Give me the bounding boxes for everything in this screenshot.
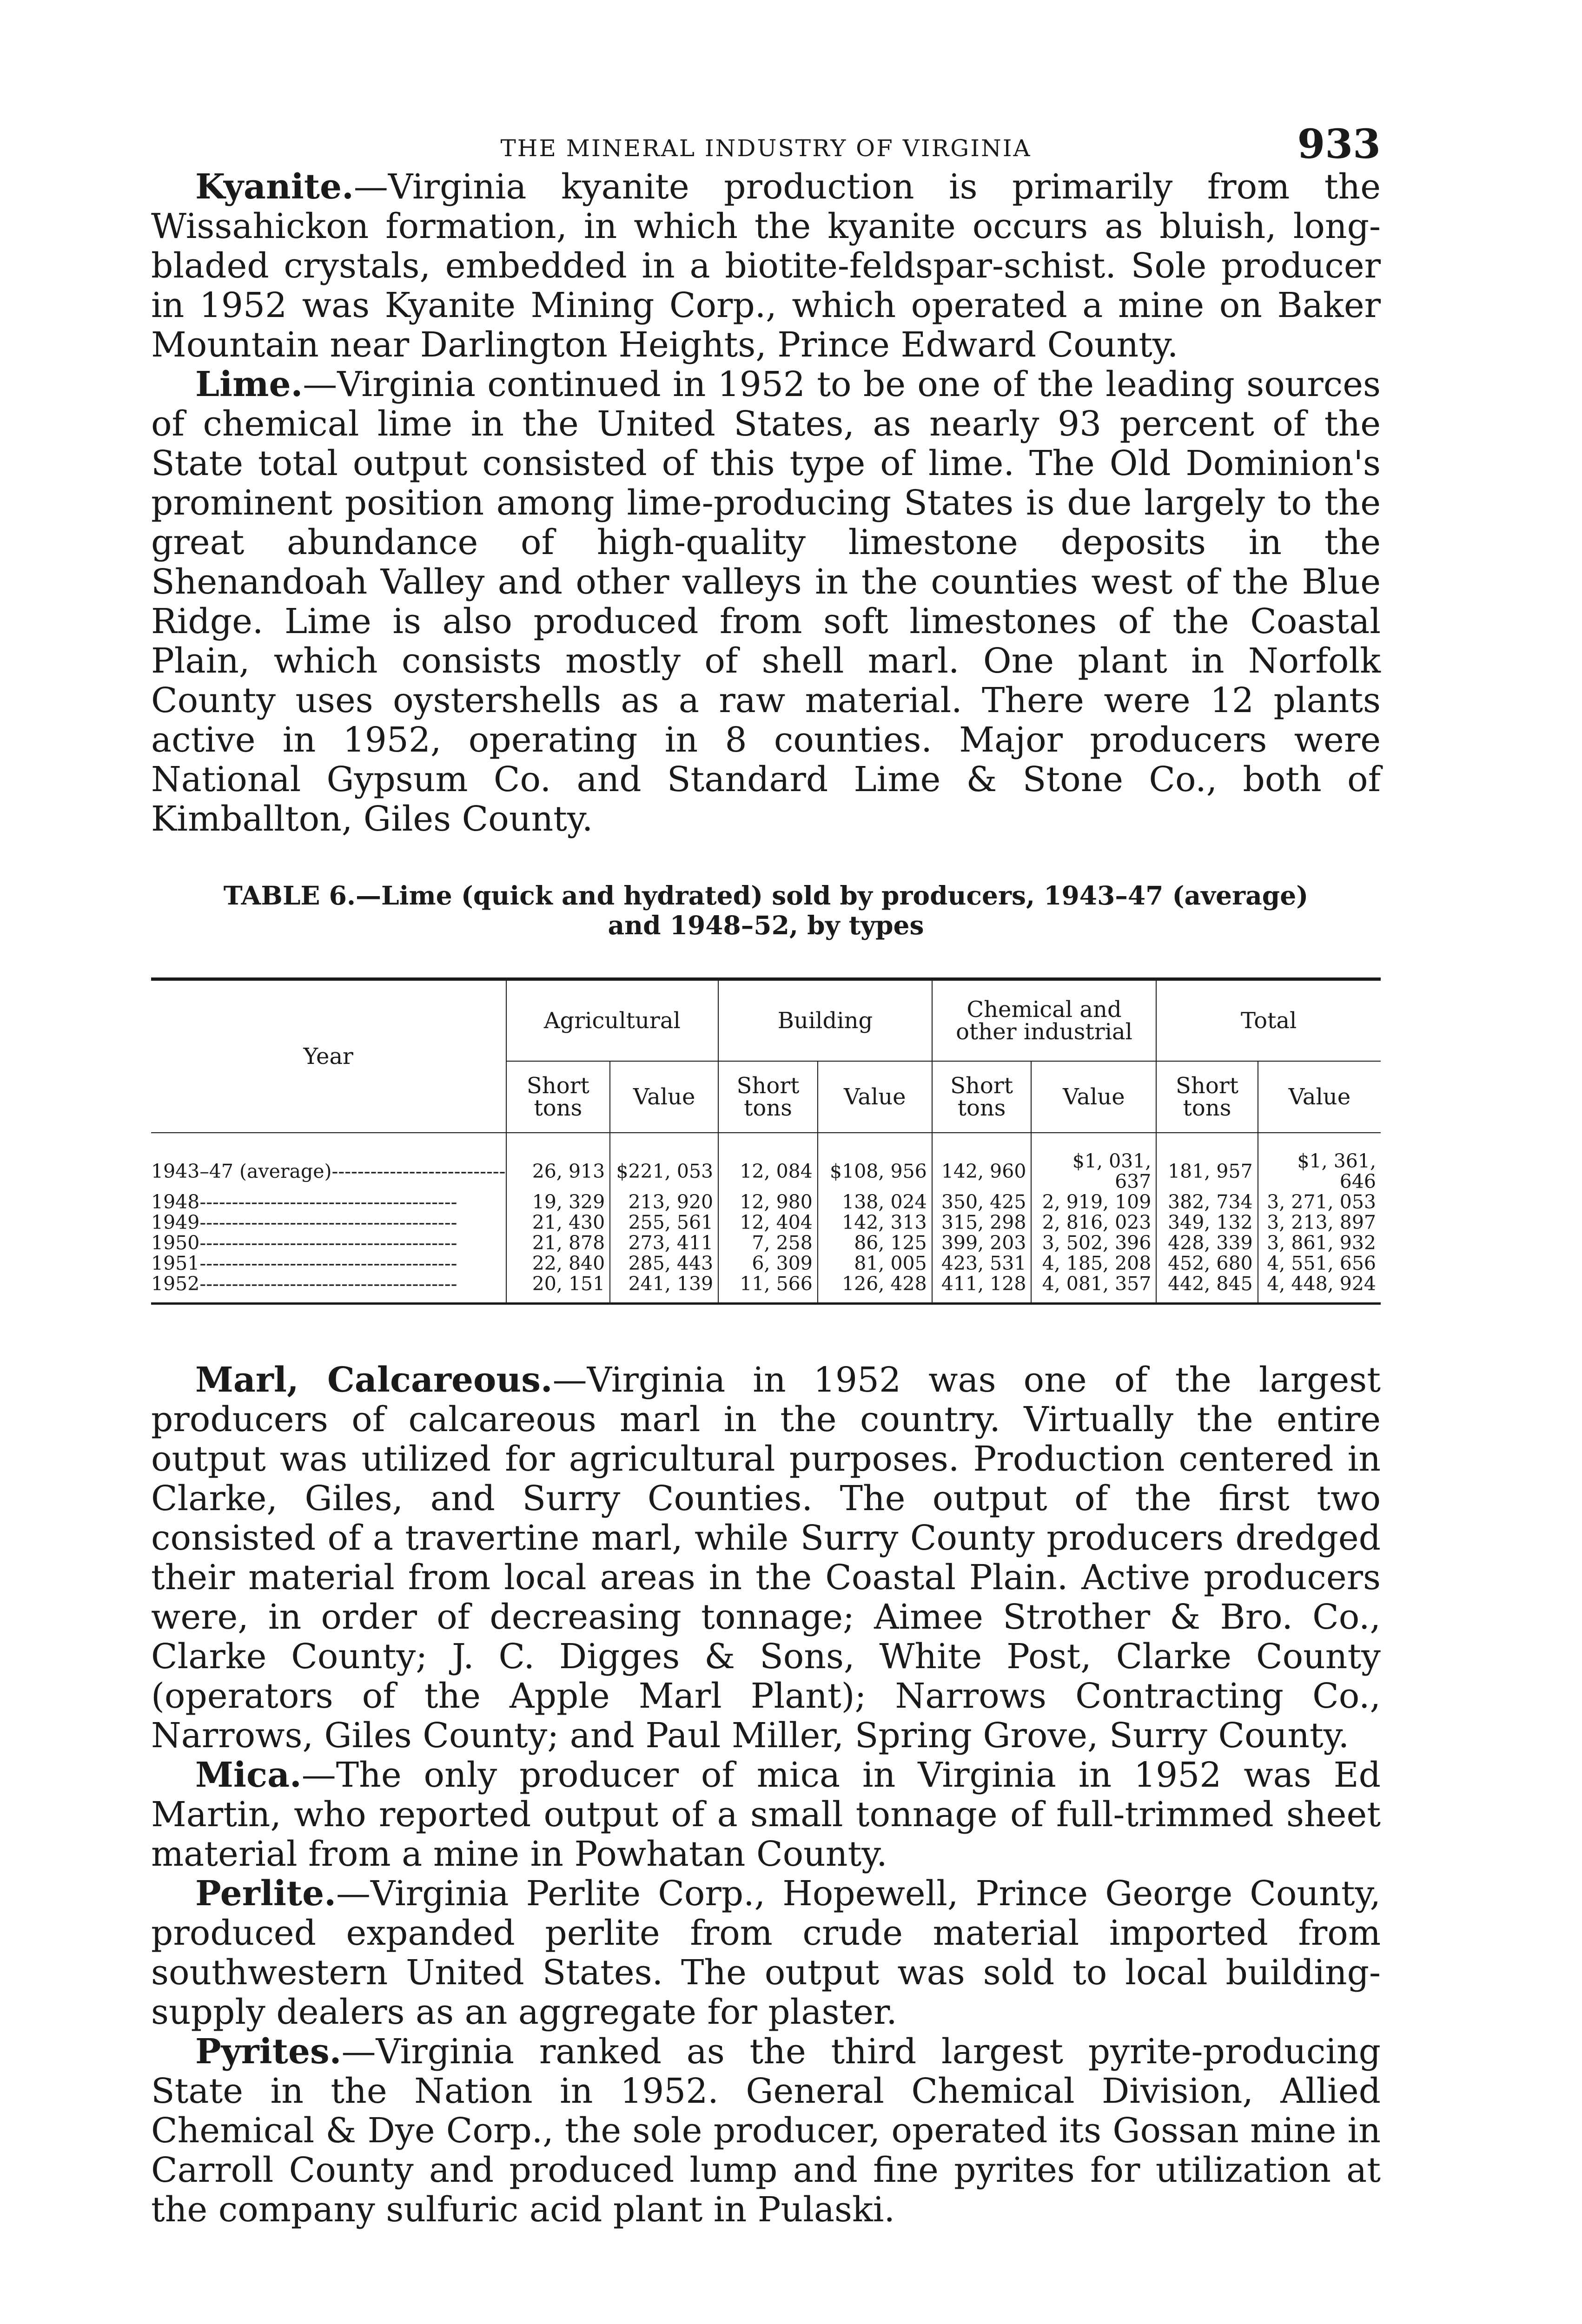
- building-value-cell: 126, 428: [818, 1274, 932, 1304]
- paragraph-heading: Kyanite.: [195, 167, 354, 207]
- building-value-cell: 86, 125: [818, 1233, 932, 1253]
- running-title: THE MINERAL INDUSTRY OF VIRGINIA: [500, 135, 1032, 162]
- chemical-value-cell: $1, 031, 637: [1031, 1133, 1156, 1192]
- header-line: tons: [957, 1095, 1006, 1121]
- header-line: tons: [534, 1095, 582, 1121]
- short-tons-header: [718, 1061, 818, 1133]
- paragraph-mica: [151, 1756, 1381, 1874]
- paragraph-pyrites: [151, 2032, 1381, 2230]
- building-value-cell: 81, 005: [818, 1253, 932, 1274]
- paragraph-heading: Marl, Calcareous.: [195, 1360, 553, 1400]
- building-tons-cell: 12, 980: [718, 1192, 818, 1212]
- year-cell: 1950----------------------------------------: [151, 1233, 457, 1253]
- paragraph-text: —Virginia ranked as the third largest pyrite-producing State in the Nation in 1952. General Chemical Division, Allied Chemical & Dye Corp., the sole producer, operated its Gossan mine in Carroll County and produced lump and fine pyrites for utilization at the company sulfuric acid plant in Pulaski.: [151, 2032, 1381, 2230]
- paragraph-heading: Perlite.: [195, 1874, 336, 1914]
- table-row: [151, 1212, 1381, 1233]
- total-value-cell: 3, 271, 053: [1258, 1192, 1381, 1212]
- paragraph-heading: Pyrites.: [195, 2032, 342, 2072]
- chemical-group-header: [932, 979, 1157, 1062]
- short-tons-header: [1156, 1061, 1258, 1133]
- paragraph-text: —Virginia continued in 1952 to be one of the leading sources of chemical lime in the United States, as nearly 93 percent of the State total output consisted of this type of lime. The Old Dominion's prominent position among lime-producing States is due largely to the great abundance of high-quality limestone deposits in the Shenandoah Valley and other valleys in the counties west of the Blue Ridge. Lime is also produced from soft limestones of the Coastal Plain, which consists mostly of shell marl. One plant in Norfolk County uses oystershells as a raw material. There were 12 plants active in 1952, operating in 8 counties. Major producers were National Gypsum Co. and Standard Lime & Stone Co., both of Kimballton, Giles County.: [151, 364, 1381, 839]
- short-tons-header: [506, 1061, 610, 1133]
- total-value-cell: 3, 213, 897: [1258, 1212, 1381, 1233]
- header-line: other industrial: [956, 1019, 1132, 1045]
- value-header: Value: [1031, 1061, 1156, 1133]
- agricultural-value-cell: 273, 411: [610, 1233, 718, 1253]
- total-value-cell: 3, 861, 932: [1258, 1233, 1381, 1253]
- lime-sales-table: [151, 977, 1381, 1305]
- agricultural-tons-cell: 21, 430: [506, 1212, 610, 1233]
- short-tons-header: [932, 1061, 1032, 1133]
- agricultural-value-cell: 241, 139: [610, 1274, 718, 1304]
- agricultural-value-cell: 213, 920: [610, 1192, 718, 1212]
- table-row: [151, 1133, 1381, 1192]
- paragraph-marl: [151, 1360, 1381, 1756]
- year-cell: 1943–47 (average)---------------------------: [151, 1160, 506, 1182]
- total-tons-cell: 349, 132: [1156, 1212, 1258, 1233]
- chemical-value-cell: 4, 185, 208: [1031, 1253, 1156, 1274]
- chemical-tons-cell: 423, 531: [932, 1253, 1032, 1274]
- building-tons-cell: 6, 309: [718, 1253, 818, 1274]
- table-row: [151, 1253, 1381, 1274]
- agricultural-tons-cell: 26, 913: [506, 1133, 610, 1192]
- total-tons-cell: 442, 845: [1156, 1274, 1258, 1304]
- total-tons-cell: 428, 339: [1156, 1233, 1258, 1253]
- total-tons-cell: 181, 957: [1156, 1133, 1258, 1192]
- header-line: tons: [1183, 1095, 1231, 1121]
- paragraph-text: —Virginia kyanite production is primarily from the Wissahickon formation, in which the kyanite occurs as bluish, long-bladed crystals, embedded in a biotite-feldspar-schist. Sole producer in 1952 was Kyanite Mining Corp., which operated a mine on Baker Mountain near Darlington Heights, Prince Edward County.: [151, 167, 1381, 365]
- building-tons-cell: 11, 566: [718, 1274, 818, 1304]
- agricultural-value-cell: $221, 053: [610, 1133, 718, 1192]
- book-page: [151, 116, 1381, 2230]
- paragraph-perlite: [151, 1874, 1381, 2032]
- body-text-bottom: [151, 1360, 1381, 2230]
- year-cell: 1951----------------------------------------: [151, 1253, 457, 1274]
- total-value-cell: $1, 361, 646: [1258, 1133, 1381, 1192]
- building-tons-cell: 12, 084: [718, 1133, 818, 1192]
- agricultural-tons-cell: 20, 151: [506, 1274, 610, 1304]
- paragraph-text: —The only producer of mica in Virginia in 1952 was Ed Martin, who reported output of a small tonnage of full-trimmed sheet material from a mine in Powhatan County.: [151, 1755, 1381, 1874]
- year-cell: 1948----------------------------------------: [151, 1192, 457, 1212]
- building-tons-cell: 12, 404: [718, 1212, 818, 1233]
- agricultural-group-header: Agricultural: [506, 979, 719, 1062]
- building-value-cell: 138, 024: [818, 1192, 932, 1212]
- building-tons-cell: 7, 258: [718, 1233, 818, 1253]
- chemical-value-cell: 4, 081, 357: [1031, 1274, 1156, 1304]
- header-line: Short: [736, 1073, 800, 1099]
- chemical-value-cell: 2, 816, 023: [1031, 1212, 1156, 1233]
- table-caption-line: TABLE 6.—Lime (quick and hydrated) sold by producers, 1943–47 (average): [223, 880, 1309, 911]
- year-column-header: Year: [151, 979, 506, 1133]
- header-line: Short: [526, 1073, 589, 1099]
- page-number: 933: [1297, 121, 1381, 168]
- table-row: [151, 1192, 1381, 1212]
- header-line: Short: [950, 1073, 1013, 1099]
- chemical-tons-cell: 350, 425: [932, 1192, 1032, 1212]
- agricultural-value-cell: 255, 561: [610, 1212, 718, 1233]
- value-header: Value: [1258, 1061, 1381, 1133]
- paragraph-text: —Virginia in 1952 was one of the largest producers of calcareous marl in the country. Virtually the entire output was utilized for agricultural purposes. Production centered in Clarke, Giles, and Surry Counties. The output of the first two consisted of a travertine marl, while Surry County producers dredged their material from local areas in the Coastal Plain. Active producers were, in order of decreasing tonnage; Aimee Strother & Bro. Co., Clarke County; J. C. Digges & Sons, White Post, Clarke County (operators of the Apple Marl Plant); Narrows Contracting Co., Narrows, Giles County; and Paul Miller, Spring Grove, Surry County.: [151, 1360, 1381, 1756]
- building-value-cell: 142, 313: [818, 1212, 932, 1233]
- chemical-tons-cell: 142, 960: [932, 1133, 1032, 1192]
- total-tons-cell: 452, 680: [1156, 1253, 1258, 1274]
- agricultural-tons-cell: 21, 878: [506, 1233, 610, 1253]
- paragraph-heading: Mica.: [195, 1755, 302, 1795]
- table-row: [151, 1274, 1381, 1304]
- total-value-cell: 4, 448, 924: [1258, 1274, 1381, 1304]
- agricultural-tons-cell: 22, 840: [506, 1253, 610, 1274]
- chemical-tons-cell: 399, 203: [932, 1233, 1032, 1253]
- table-caption-line: and 1948–52, by types: [608, 910, 924, 940]
- chemical-value-cell: 3, 502, 396: [1031, 1233, 1156, 1253]
- header-line: Short: [1176, 1073, 1238, 1099]
- total-value-cell: 4, 551, 656: [1258, 1253, 1381, 1274]
- value-header: Value: [818, 1061, 932, 1133]
- agricultural-tons-cell: 19, 329: [506, 1192, 610, 1212]
- chemical-value-cell: 2, 919, 109: [1031, 1192, 1156, 1212]
- paragraph-kyanite: [151, 167, 1381, 365]
- building-value-cell: $108, 956: [818, 1133, 932, 1192]
- agricultural-value-cell: 285, 443: [610, 1253, 718, 1274]
- chemical-tons-cell: 411, 128: [932, 1274, 1032, 1304]
- header-line: tons: [744, 1095, 792, 1121]
- table-caption: [151, 881, 1381, 940]
- building-group-header: Building: [718, 979, 932, 1062]
- paragraph-lime: [151, 365, 1381, 839]
- header-line: Chemical and: [966, 997, 1122, 1023]
- paragraph-heading: Lime.: [195, 364, 303, 404]
- running-head: [151, 116, 1381, 167]
- year-cell: 1952----------------------------------------: [151, 1274, 457, 1295]
- value-header: Value: [610, 1061, 718, 1133]
- table-row: [151, 1233, 1381, 1253]
- total-tons-cell: 382, 734: [1156, 1192, 1258, 1212]
- paragraph-text: —Virginia Perlite Corp., Hopewell, Prince George County, produced expanded perlite from crude material imported from southwestern United States. The output was sold to local building-supply dealers as an aggregate for plaster.: [151, 1874, 1381, 2032]
- total-group-header: Total: [1156, 979, 1381, 1062]
- year-cell: 1949----------------------------------------: [151, 1212, 457, 1233]
- chemical-tons-cell: 315, 298: [932, 1212, 1032, 1233]
